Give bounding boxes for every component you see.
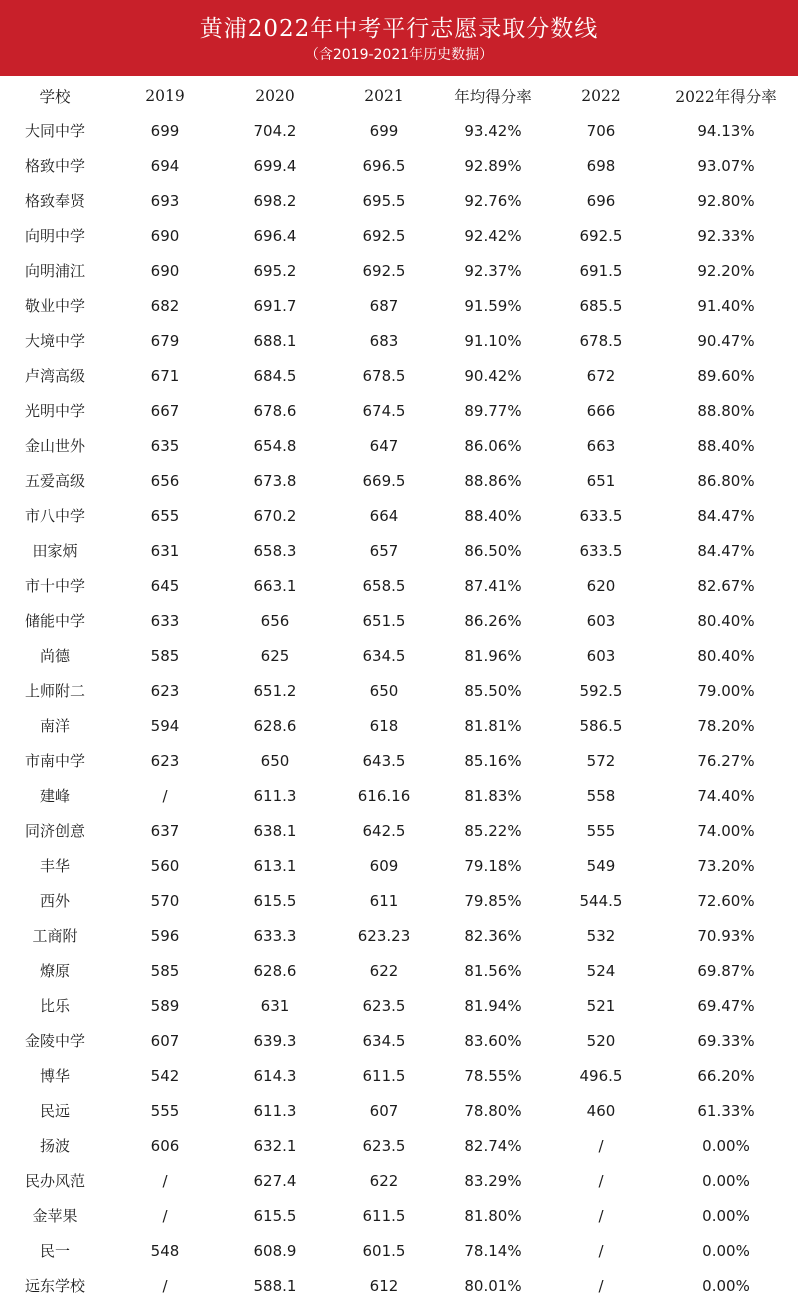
school-name-cell: 市南中学: [24, 752, 85, 770]
score-2022-cell: 592.5: [579, 681, 623, 700]
score-2021-cell: 622: [369, 961, 399, 980]
score-2022-cell: 692.5: [579, 226, 623, 245]
avg-rate-cell: 82.36%: [464, 926, 522, 945]
school-name-cell: 储能中学: [24, 612, 85, 630]
table-row: [0, 1128, 798, 1163]
school-name-cell: 上师附二: [24, 682, 85, 700]
page-title: 黄浦2022年中考平行志愿录取分数线: [199, 16, 599, 42]
score-2019-cell: 623: [150, 751, 180, 770]
column-header-2022: 2022: [581, 86, 621, 105]
score-2019-cell: 589: [150, 996, 180, 1015]
score-2019-cell: 645: [150, 576, 180, 595]
score-2019-cell: 637: [150, 821, 180, 840]
rate-2022-cell: 88.80%: [697, 401, 755, 420]
score-2022-cell: 521: [586, 996, 616, 1015]
score-2020-cell: 614.3: [253, 1066, 297, 1085]
school-name-cell: 格致中学: [24, 157, 85, 175]
rate-2022-cell: 74.00%: [697, 821, 755, 840]
avg-rate-cell: 91.10%: [464, 331, 522, 350]
score-2021-cell: 601.5: [362, 1241, 406, 1260]
school-name-cell: 市八中学: [24, 507, 85, 525]
rate-2022-cell: 80.40%: [697, 646, 755, 665]
score-2021-cell: 607: [369, 1101, 399, 1120]
table-row: [0, 393, 798, 428]
score-2020-cell: 633.3: [253, 926, 297, 945]
score-2021-cell: 692.5: [362, 261, 406, 280]
school-name-cell: 民办风范: [24, 1172, 85, 1190]
table-row: [0, 568, 798, 603]
rate-2022-cell: 74.40%: [697, 786, 755, 805]
score-2019-cell: 542: [150, 1066, 180, 1085]
score-2020-cell: 651.2: [253, 681, 297, 700]
table-row: [0, 533, 798, 568]
score-2021-cell: 622: [369, 1171, 399, 1190]
school-name-cell: 博华: [39, 1067, 70, 1085]
score-2021-cell: 643.5: [362, 751, 406, 770]
score-2019-cell: 679: [150, 331, 180, 350]
table-row: [0, 638, 798, 673]
score-2022-cell: 685.5: [579, 296, 623, 315]
score-2020-cell: 654.8: [253, 436, 297, 455]
avg-rate-cell: 78.80%: [464, 1101, 522, 1120]
avg-rate-cell: 85.22%: [464, 821, 522, 840]
score-2020-cell: 611.3: [253, 786, 297, 805]
table-row: [0, 603, 798, 638]
school-name-cell: 尚德: [39, 647, 70, 665]
score-2020-cell: 608.9: [253, 1241, 297, 1260]
table-row: [0, 323, 798, 358]
score-2019-cell: /: [162, 786, 168, 805]
score-2019-cell: 656: [150, 471, 180, 490]
table-row: [0, 708, 798, 743]
school-name-cell: 燎原: [39, 962, 70, 980]
score-2019-cell: 682: [150, 296, 180, 315]
table-row: [0, 988, 798, 1023]
school-name-cell: 建峰: [39, 787, 70, 805]
score-2019-cell: 635: [150, 436, 180, 455]
score-2021-cell: 658.5: [362, 576, 406, 595]
score-2021-cell: 612: [369, 1276, 399, 1295]
school-name-cell: 光明中学: [24, 402, 85, 420]
score-2019-cell: 594: [150, 716, 180, 735]
avg-rate-cell: 93.42%: [464, 121, 522, 140]
score-2020-cell: 670.2: [253, 506, 297, 525]
score-2022-cell: 603: [586, 646, 616, 665]
score-2021-cell: 664: [369, 506, 399, 525]
table-row: [0, 743, 798, 778]
score-2020-cell: 691.7: [253, 296, 297, 315]
score-2022-cell: /: [598, 1241, 604, 1260]
table-row: [0, 183, 798, 218]
score-2021-cell: 650: [369, 681, 399, 700]
rate-2022-cell: 69.87%: [697, 961, 755, 980]
rate-2022-cell: 93.07%: [697, 156, 755, 175]
avg-rate-cell: 88.40%: [464, 506, 522, 525]
score-2020-cell: 658.3: [253, 541, 297, 560]
score-2020-cell: 615.5: [253, 891, 297, 910]
avg-rate-cell: 87.41%: [464, 576, 522, 595]
table-row: [0, 1058, 798, 1093]
score-2020-cell: 611.3: [253, 1101, 297, 1120]
score-2019-cell: /: [162, 1206, 168, 1225]
avg-rate-cell: 92.89%: [464, 156, 522, 175]
score-2019-cell: 690: [150, 261, 180, 280]
avg-rate-cell: 78.55%: [464, 1066, 522, 1085]
rate-2022-cell: 69.33%: [697, 1031, 755, 1050]
score-2020-cell: 663.1: [253, 576, 297, 595]
rate-2022-cell: 73.20%: [697, 856, 755, 875]
score-2021-cell: 674.5: [362, 401, 406, 420]
score-2022-cell: 603: [586, 611, 616, 630]
score-2020-cell: 628.6: [253, 716, 297, 735]
column-header-2020: 2020: [255, 86, 295, 105]
avg-rate-cell: 82.74%: [464, 1136, 522, 1155]
table-row: [0, 1198, 798, 1233]
rate-2022-cell: 0.00%: [702, 1136, 750, 1155]
score-2020-cell: 588.1: [253, 1276, 297, 1295]
score-2020-cell: 632.1: [253, 1136, 297, 1155]
score-2019-cell: /: [162, 1276, 168, 1295]
rate-2022-cell: 91.40%: [697, 296, 755, 315]
column-header-school: 学校: [39, 87, 71, 106]
avg-rate-cell: 86.06%: [464, 436, 522, 455]
score-2019-cell: 667: [150, 401, 180, 420]
score-2022-cell: 460: [586, 1101, 616, 1120]
score-2021-cell: 692.5: [362, 226, 406, 245]
school-name-cell: 金山世外: [24, 437, 85, 455]
score-2022-cell: 549: [586, 856, 616, 875]
score-2019-cell: 699: [150, 121, 180, 140]
score-2019-cell: 606: [150, 1136, 180, 1155]
score-2019-cell: /: [162, 1171, 168, 1190]
table-row: [0, 428, 798, 463]
table-row: [0, 148, 798, 183]
rate-2022-cell: 66.20%: [697, 1066, 755, 1085]
avg-rate-cell: 88.86%: [464, 471, 522, 490]
score-2021-cell: 695.5: [362, 191, 406, 210]
table-row: [0, 498, 798, 533]
avg-rate-cell: 81.83%: [464, 786, 522, 805]
avg-rate-cell: 86.50%: [464, 541, 522, 560]
rate-2022-cell: 72.60%: [697, 891, 755, 910]
table-row: [0, 288, 798, 323]
score-2022-cell: /: [598, 1136, 604, 1155]
score-2020-cell: 673.8: [253, 471, 297, 490]
score-2021-cell: 687: [369, 296, 399, 315]
table-row: [0, 1163, 798, 1198]
avg-rate-cell: 85.50%: [464, 681, 522, 700]
avg-rate-cell: 86.26%: [464, 611, 522, 630]
score-2020-cell: 699.4: [253, 156, 297, 175]
score-2022-cell: 572: [586, 751, 616, 770]
table-row: [0, 253, 798, 288]
score-2022-cell: 633.5: [579, 541, 623, 560]
score-2020-cell: 628.6: [253, 961, 297, 980]
score-2021-cell: 616.16: [357, 786, 411, 805]
avg-rate-cell: 90.42%: [464, 366, 522, 385]
school-name-cell: 向明中学: [24, 227, 85, 245]
avg-rate-cell: 92.76%: [464, 191, 522, 210]
score-2021-cell: 651.5: [362, 611, 406, 630]
table-row: [0, 463, 798, 498]
score-2020-cell: 650: [260, 751, 290, 770]
page-subtitle: （含2019-2021年历史数据）: [304, 47, 494, 63]
rate-2022-cell: 61.33%: [697, 1101, 755, 1120]
column-header-2022-rate: 2022年得分率: [675, 87, 777, 106]
avg-rate-cell: 92.37%: [464, 261, 522, 280]
score-2019-cell: 555: [150, 1101, 180, 1120]
rate-2022-cell: 86.80%: [697, 471, 755, 490]
table-row: [0, 953, 798, 988]
rate-2022-cell: 88.40%: [697, 436, 755, 455]
admission-score-table: [0, 78, 798, 1303]
avg-rate-cell: 81.94%: [464, 996, 522, 1015]
table-row: [0, 1093, 798, 1128]
school-name-cell: 民一: [39, 1242, 70, 1260]
score-2022-cell: 586.5: [579, 716, 623, 735]
score-2020-cell: 698.2: [253, 191, 297, 210]
score-2022-cell: 678.5: [579, 331, 623, 350]
score-2019-cell: 607: [150, 1031, 180, 1050]
avg-rate-cell: 91.59%: [464, 296, 522, 315]
score-2020-cell: 613.1: [253, 856, 297, 875]
score-2021-cell: 696.5: [362, 156, 406, 175]
score-2022-cell: 544.5: [579, 891, 623, 910]
score-2019-cell: 690: [150, 226, 180, 245]
rate-2022-cell: 0.00%: [702, 1171, 750, 1190]
score-2019-cell: 631: [150, 541, 180, 560]
score-2020-cell: 631: [260, 996, 290, 1015]
table-row: [0, 1233, 798, 1268]
score-2022-cell: 698: [586, 156, 616, 175]
score-2021-cell: 609: [369, 856, 399, 875]
avg-rate-cell: 89.77%: [464, 401, 522, 420]
school-name-cell: 西外: [39, 892, 70, 910]
rate-2022-cell: 89.60%: [697, 366, 755, 385]
table-row: [0, 1023, 798, 1058]
rate-2022-cell: 90.47%: [697, 331, 755, 350]
school-name-cell: 大同中学: [24, 122, 85, 140]
column-header-avg-rate: 年均得分率: [454, 87, 532, 106]
rate-2022-cell: 70.93%: [697, 926, 755, 945]
score-2019-cell: 596: [150, 926, 180, 945]
score-2022-cell: /: [598, 1206, 604, 1225]
rate-2022-cell: 0.00%: [702, 1276, 750, 1295]
score-2022-cell: 706: [586, 121, 616, 140]
score-2021-cell: 634.5: [362, 1031, 406, 1050]
score-2022-cell: 666: [586, 401, 616, 420]
school-name-cell: 向明浦江: [24, 262, 85, 280]
score-2022-cell: 633.5: [579, 506, 623, 525]
school-name-cell: 远东学校: [24, 1277, 85, 1295]
score-2022-cell: 496.5: [579, 1066, 623, 1085]
avg-rate-cell: 83.60%: [464, 1031, 522, 1050]
score-2022-cell: 555: [586, 821, 616, 840]
school-name-cell: 大境中学: [24, 332, 85, 350]
table-row: [0, 358, 798, 393]
school-name-cell: 金苹果: [32, 1207, 78, 1225]
score-2021-cell: 611: [369, 891, 399, 910]
table-row: [0, 918, 798, 953]
score-2021-cell: 699: [369, 121, 399, 140]
rate-2022-cell: 92.20%: [697, 261, 755, 280]
score-2022-cell: /: [598, 1276, 604, 1295]
school-name-cell: 市十中学: [24, 577, 85, 595]
column-header-2019: 2019: [145, 86, 185, 105]
score-2019-cell: 655: [150, 506, 180, 525]
school-name-cell: 丰华: [39, 857, 70, 875]
avg-rate-cell: 81.81%: [464, 716, 522, 735]
rate-2022-cell: 76.27%: [697, 751, 755, 770]
avg-rate-cell: 81.96%: [464, 646, 522, 665]
table-row: [0, 778, 798, 813]
score-2019-cell: 671: [150, 366, 180, 385]
rate-2022-cell: 0.00%: [702, 1206, 750, 1225]
school-name-cell: 卢湾高级: [24, 367, 85, 385]
school-name-cell: 金陵中学: [24, 1032, 85, 1050]
school-name-cell: 比乐: [39, 997, 70, 1015]
score-2022-cell: 696: [586, 191, 616, 210]
score-2019-cell: 623: [150, 681, 180, 700]
school-name-cell: 南洋: [39, 717, 70, 735]
score-2020-cell: 688.1: [253, 331, 297, 350]
score-2021-cell: 634.5: [362, 646, 406, 665]
school-name-cell: 五爱高级: [24, 472, 85, 490]
school-name-cell: 同济创意: [24, 822, 85, 840]
score-2021-cell: 623.5: [362, 996, 406, 1015]
school-name-cell: 民远: [39, 1102, 70, 1120]
avg-rate-cell: 81.80%: [464, 1206, 522, 1225]
score-2022-cell: 651: [586, 471, 616, 490]
rate-2022-cell: 84.47%: [697, 506, 755, 525]
rate-2022-cell: 0.00%: [702, 1241, 750, 1260]
rate-2022-cell: 79.00%: [697, 681, 755, 700]
rate-2022-cell: 84.47%: [697, 541, 755, 560]
score-2021-cell: 623.23: [357, 926, 411, 945]
avg-rate-cell: 81.56%: [464, 961, 522, 980]
score-2022-cell: /: [598, 1171, 604, 1190]
table-row: [0, 848, 798, 883]
school-name-cell: 田家炳: [32, 542, 78, 560]
rate-2022-cell: 78.20%: [697, 716, 755, 735]
score-2020-cell: 639.3: [253, 1031, 297, 1050]
table-header-row: [0, 78, 798, 113]
score-2020-cell: 678.6: [253, 401, 297, 420]
score-2019-cell: 570: [150, 891, 180, 910]
school-name-cell: 敬业中学: [24, 297, 85, 315]
score-2022-cell: 558: [586, 786, 616, 805]
avg-rate-cell: 85.16%: [464, 751, 522, 770]
table-row: [0, 1268, 798, 1303]
rate-2022-cell: 80.40%: [697, 611, 755, 630]
table-row: [0, 218, 798, 253]
score-2022-cell: 672: [586, 366, 616, 385]
score-2022-cell: 663: [586, 436, 616, 455]
score-2019-cell: 585: [150, 961, 180, 980]
table-row: [0, 113, 798, 148]
rate-2022-cell: 82.67%: [697, 576, 755, 595]
school-name-cell: 工商附: [32, 927, 78, 945]
avg-rate-cell: 79.18%: [464, 856, 522, 875]
score-2020-cell: 638.1: [253, 821, 297, 840]
school-name-cell: 扬波: [39, 1137, 70, 1155]
score-2020-cell: 625: [260, 646, 290, 665]
score-2019-cell: 560: [150, 856, 180, 875]
score-2022-cell: 524: [586, 961, 616, 980]
rate-2022-cell: 92.80%: [697, 191, 755, 210]
score-2022-cell: 520: [586, 1031, 616, 1050]
table-row: [0, 883, 798, 918]
rate-2022-cell: 92.33%: [697, 226, 755, 245]
score-2021-cell: 623.5: [362, 1136, 406, 1155]
score-2021-cell: 657: [369, 541, 399, 560]
score-2019-cell: 693: [150, 191, 180, 210]
table-row: [0, 673, 798, 708]
score-2019-cell: 694: [150, 156, 180, 175]
score-2020-cell: 627.4: [253, 1171, 297, 1190]
score-2020-cell: 695.2: [253, 261, 297, 280]
score-2020-cell: 615.5: [253, 1206, 297, 1225]
score-2022-cell: 691.5: [579, 261, 623, 280]
score-2021-cell: 678.5: [362, 366, 406, 385]
column-header-2021: 2021: [364, 86, 404, 105]
avg-rate-cell: 92.42%: [464, 226, 522, 245]
score-2021-cell: 642.5: [362, 821, 406, 840]
score-2020-cell: 656: [260, 611, 290, 630]
score-2022-cell: 620: [586, 576, 616, 595]
title-banner: [0, 0, 798, 76]
rate-2022-cell: 69.47%: [697, 996, 755, 1015]
score-2021-cell: 611.5: [362, 1066, 406, 1085]
score-2020-cell: 684.5: [253, 366, 297, 385]
score-2021-cell: 611.5: [362, 1206, 406, 1225]
score-2021-cell: 647: [369, 436, 399, 455]
table-row: [0, 813, 798, 848]
avg-rate-cell: 80.01%: [464, 1276, 522, 1295]
score-2020-cell: 696.4: [253, 226, 297, 245]
school-name-cell: 格致奉贤: [24, 192, 85, 210]
avg-rate-cell: 78.14%: [464, 1241, 522, 1260]
score-2020-cell: 704.2: [253, 121, 297, 140]
avg-rate-cell: 79.85%: [464, 891, 522, 910]
score-2022-cell: 532: [586, 926, 616, 945]
table-body: [0, 113, 798, 1303]
score-2019-cell: 633: [150, 611, 180, 630]
avg-rate-cell: 83.29%: [464, 1171, 522, 1190]
score-2021-cell: 618: [369, 716, 399, 735]
rate-2022-cell: 94.13%: [697, 121, 755, 140]
score-2021-cell: 669.5: [362, 471, 406, 490]
score-2021-cell: 683: [369, 331, 399, 350]
score-2019-cell: 548: [150, 1241, 180, 1260]
score-2019-cell: 585: [150, 646, 180, 665]
